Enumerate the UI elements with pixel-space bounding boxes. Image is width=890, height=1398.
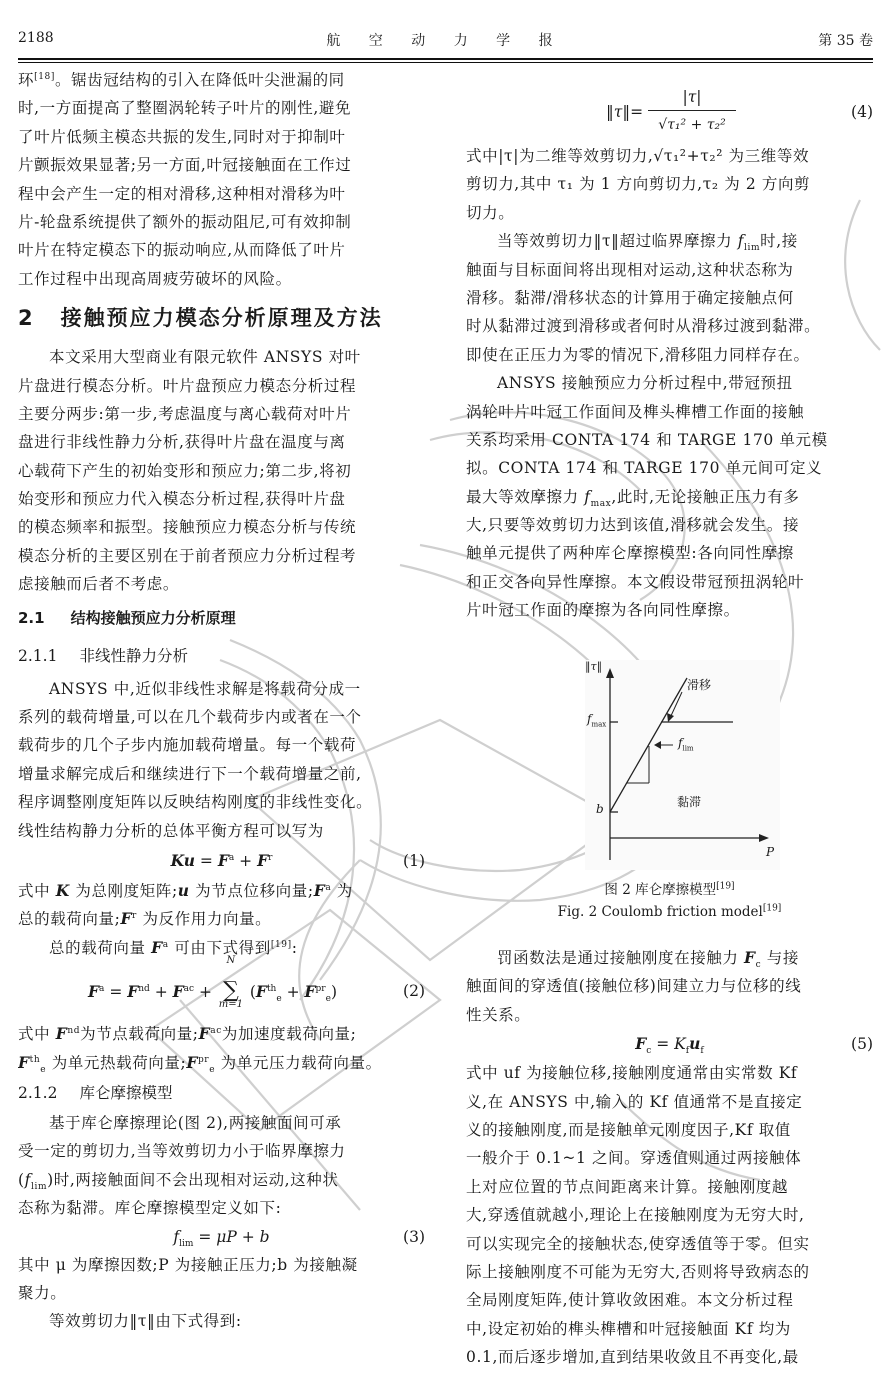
y-axis-label: ‖τ‖ [585,660,603,673]
text-run: 可由下式得到 [168,938,271,957]
eq-term: F [88,982,100,1002]
text-run: 时,接 [760,232,798,251]
text-line: 触面与目标面间将出现相对运动,这种状态称为 [466,260,794,279]
text-line: 增量求解完成后和继续进行下一个载荷增量之前, [18,764,362,783]
symbol: F [18,1052,30,1072]
text-line: 切力。 [466,203,515,222]
eq-operator: + [234,851,258,870]
text-run: 总的载荷向量 [49,938,152,957]
sum-upper-limit: N [226,955,236,967]
text-line: 拟。CONTA 174 和 TARGE 170 单元间可定义 [466,459,823,478]
text-line: 基于库仑摩擦理论(图 2),两接触面间可承 [49,1113,342,1132]
eq-term: Ku [170,850,195,870]
tick-label-b: b [596,802,604,816]
header-rule-thick [18,58,873,60]
eq-operator: + [281,983,305,1002]
symbol-sub: lim [31,1181,48,1192]
text-line: 虑接触而后者不考虑。 [18,575,180,594]
text-line: 式中 uf 为接触位移,接触刚度通常由实常数 Kf [466,1064,798,1083]
eq-operator: = [195,851,218,870]
text-run: 为总刚度矩阵; [69,881,178,900]
text-line: 上对应位置的节点间距离来计算。接触刚度越 [466,1177,789,1196]
text-line: 本文采用大型商业有限元软件 ANSYS 对叶 [49,348,361,367]
text-line [466,227,873,255]
text-line: 0.1,而后逐步增加,直到结果收敛且不再变化,最 [466,1348,799,1367]
equation-number: (5) [851,1035,873,1054]
label-flim: f [678,736,683,750]
text-line [18,877,425,905]
symbol: f [24,1170,31,1189]
text-line: 大,只要等效剪切力达到该值,滑移就会发生。接 [466,516,800,535]
y-axis-arrow-icon [606,668,614,678]
text-run: 式中 [18,1025,56,1044]
eq-paren: ( [249,983,256,1002]
eq-term: F [304,982,316,1002]
figure-caption-en [466,904,873,920]
right-column-lower [466,944,873,1371]
text-line: 义,在 ANSYS 中,输入的 Kf 值通常不是直接定 [466,1092,803,1111]
label-sub: lim [682,744,694,753]
eq-term: F [635,1034,647,1054]
text-line: 态称为黏滞。库仑摩擦模型定义如下: [18,1199,282,1218]
friction-diagram [585,660,780,870]
eq-sub: f [700,1046,704,1057]
text-line: 程中会产生一定的相对滑移,这种相对滑移为叶 [18,184,346,203]
text-line: 全局刚度矩阵,使计算收敛困难。本文分析过程 [466,1291,794,1310]
symbol-sup: th [29,1054,41,1065]
equation-5 [466,1029,873,1059]
text-line: 式中|τ|为二维等效剪切力,√τ₁²+τ₂² 为三维等效 [466,147,810,165]
eq-denominator: √τ₁² + τ₂² [658,117,726,133]
equation-number: (1) [403,851,425,870]
symbol: F [313,880,326,900]
text-run: 。锯齿冠结构的引入在降低叶尖泄漏的同 [54,71,345,89]
text-run: ,此时,无论接触正压力有多 [611,487,800,506]
eq-lhs: ‖τ‖= [606,103,644,121]
citation[interactable]: [18] [34,71,55,82]
symbol: u [177,880,190,900]
sum-lower-limit: m=1 [218,999,244,1011]
symbol-sup: r [132,911,137,922]
section211-paragraph [18,675,425,845]
section212-paragraph [18,1109,425,1223]
text-run: 为反作用力向量。 [136,910,272,929]
text-line: 时,一方面提高了整圈涡轮转子叶片的刚性,避免 [18,99,352,118]
page-number: 2188 [18,30,54,46]
text-line: 片叶冠工作面的摩擦为各向同性摩擦。 [466,601,740,620]
text-run: 为单元压力载荷向量。 [215,1053,382,1072]
text-line: ANSYS 中,近似非线性求解是将载荷分成一 [49,679,361,698]
text-line: 的模态频率和振型。接触预应力模态分析与传统 [18,518,357,537]
subsection-heading [18,599,425,637]
eq-sub: e [325,994,331,1005]
text-line: 片颤振效果显著;另一方面,叶冠接触面在工作过 [18,156,352,175]
text-line [18,905,425,933]
equation-number: (3) [403,1227,425,1246]
running-header [18,30,873,52]
label-slip: 滑移 [687,678,712,692]
symbol: f [584,487,591,506]
text-line: 关系均采用 CONTA 174 和 TARGE 170 单元模 [466,430,828,449]
symbol-sub: lim [744,243,761,254]
paragraph-sliding [466,227,873,369]
tick-label-sub: max [591,720,607,729]
flim-arrow-icon [654,741,661,749]
text-run: 为单元热载荷向量; [46,1053,187,1072]
eq-sup: pr [315,984,326,994]
text-line: 片盘进行模态分析。叶片盘预应力模态分析过程 [18,376,357,395]
text-line: 程序调整刚度矩阵以反映结构刚度的非线性变化。 [18,793,373,812]
text-run: 为 [331,881,353,900]
x-axis-arrow-icon [759,834,769,842]
section-title: 库仑摩擦模型 [79,1083,173,1102]
text-run: 为加速度载荷向量; [221,1025,357,1044]
eq-term: F [255,982,267,1002]
section-title: 结构接触预应力分析原理 [70,608,236,627]
intro-paragraph [18,66,425,293]
symbol: F [151,937,163,957]
eq-paren: ) [330,983,338,1002]
text-line [466,483,873,511]
sum-symbol: ∑ [223,978,239,1004]
subsubsection-heading [18,637,425,675]
symbol-sup: a [325,882,332,893]
text-line: 工作过程中出现高周疲劳破坏的风险。 [18,269,292,288]
symbol: f [737,232,745,251]
text-run: 当等效剪切力‖τ‖超过临界摩擦力 [497,232,738,251]
equation-4 [466,84,873,142]
equation-3 [18,1223,425,1251]
text-line: 涡轮叶片叶冠工作面间及榫头榫槽工作面的接触 [466,402,805,421]
equation-number: (4) [851,103,873,121]
text-line: 叶片在特定模态下的振动响应,从而降低了叶片 [18,241,346,260]
text-run: 与接 [761,949,800,967]
citation[interactable]: [19] [270,939,292,950]
section-number: 2.1.2 [18,1083,58,1102]
eq-sup: nd [138,984,150,994]
text-run: 式中 [18,881,56,900]
volume-label: 第 35 卷 [818,33,873,49]
symbol-sup: pr [197,1054,210,1065]
text-line: 受一定的剪切力,当等效剪切力小于临界摩擦力 [18,1142,346,1161]
citation[interactable]: [19] [716,881,735,892]
x-axis-label: P [766,845,775,859]
eq-sup: r [268,852,273,863]
eq-term: F [217,850,229,870]
section-title: 非线性静力分析 [79,646,188,665]
section2-paragraph [18,343,425,599]
text-line: 义的接触刚度,而是接触单元刚度因子,Kf 取值 [466,1120,791,1139]
eq-operator: + [194,983,217,1002]
text-line: 心载荷下产生的初始变形和预应力;第二步,将初 [18,461,352,480]
text-line: 线性结构静力分析的总体平衡方程可以写为 [18,821,324,840]
eq-sup: a [99,984,105,994]
text-line: 模态分析的主要区别在于前者预应力分析过程考 [18,546,357,565]
section-heading [18,293,425,343]
eq-sup: th [266,984,277,994]
eq-sup: ac [183,984,195,994]
text-line: 即使在正压力为零的情况下,滑移阻力同样存在。 [466,345,810,364]
eq-sub: c [646,1046,652,1057]
paragraph-ansys-contact [466,369,873,625]
text-line: 和正交各向异性摩擦。本文假设带冠预扭涡轮叶 [466,572,805,591]
eq4-description [466,142,873,227]
eq-sup: a [228,852,235,863]
text-line: 滑移。黏滞/滑移状态的计算用于确定接触点何 [466,288,794,307]
text-line: 性关系。 [466,1005,531,1024]
eq1-description [18,877,425,962]
subsubsection-heading [18,1077,425,1109]
text-line: 可以实现完全的接触状态,使穿透值等于零。但实 [466,1234,810,1253]
text-line: 载荷步的几个子步内施加载荷增量。每一个载荷 [18,736,357,755]
slip-arrow-icon [667,713,674,722]
symbol-sub: c [755,960,762,971]
symbol: F [120,909,133,929]
text-run: 为节点位移向量; [189,881,314,900]
text-run: 总的载荷向量; [18,910,121,929]
text-line: 触面间的穿透值(接触位移)间建立力与位移的线 [466,977,802,996]
header-rule-thin [18,62,873,63]
equation-1 [18,845,425,877]
eq-term: f [173,1227,180,1246]
text-line: 等效剪切力‖τ‖由下式得到: [49,1312,242,1331]
text-line: 其中 μ 为摩擦因数;P 为接触正压力;b 为接触凝 [18,1255,358,1274]
section-title: 接触预应力模态分析原理及方法 [60,306,383,331]
eq-numerator: |τ| [648,84,736,111]
equation-2 [18,955,425,1020]
symbol: F [55,1024,68,1044]
symbol-sub: max [590,498,612,509]
text-line [18,1020,425,1048]
left-column [18,66,425,1336]
text-line: 剪切力,其中 τ₁ 为 1 方向剪切力,τ₂ 为 2 方向剪 [466,175,811,194]
text-line: 聚力。 [18,1283,67,1302]
eq-sub: lim [179,1238,194,1249]
eq-operator: = [651,1035,675,1054]
text-run: 环 [18,71,35,89]
text-line: 始变形和预应力代入模态分析过程,获得叶片盘 [18,490,346,509]
eq3-description [18,1251,425,1336]
text-line: 触单元提供了两种库仑摩擦模型:各向同性摩擦 [466,544,794,563]
text-run: : [291,938,298,957]
text-line: 盘进行非线性静力分析,获得叶片盘在温度与离 [18,433,346,452]
figure-coulomb-friction [585,660,780,870]
symbol-sub: e [209,1064,216,1075]
text-line: 一般介于 0.1~1 之间。穿透值则通过两接触体 [466,1149,802,1168]
section-number: 2.1.1 [18,646,58,665]
caption-text: Fig. 2 Coulomb friction model [557,904,763,920]
eq-term: K [674,1035,686,1054]
friction-line [610,678,687,812]
text-line [18,1049,425,1077]
eq-term: F [127,982,139,1002]
text-line: 主要分两步:第一步,考虑温度与离心载荷对叶片 [18,404,352,423]
eq-rhs: = μP + b [193,1227,270,1246]
eq-operator: = [104,983,128,1002]
text-run: 最大等效摩擦力 [466,487,585,506]
text-line [18,66,425,94]
symbol: F [198,1024,211,1044]
caption-text: 图 2 库仑摩擦模型 [604,882,717,898]
symbol-sup: nd [67,1026,81,1036]
symbol-sub: e [40,1064,47,1075]
text-run: 罚函数法是通过接触刚度在接触力 [497,949,745,967]
text-line: 时从黏滞过渡到滑移或者何时从滑移过渡到黏滞。 [466,317,821,336]
paragraph-penalty [466,944,873,1029]
text-line: 大,穿透值就越小,理论上在接触刚度为无穷大时, [466,1206,805,1225]
equation-number: (2) [403,982,425,1001]
eq2-description [18,1020,425,1077]
citation[interactable]: [19] [762,903,782,914]
symbol-sup: ac [210,1026,222,1036]
text-line: 片-轮盘系统提供了额外的振动阻尼,可有效抑制 [18,212,352,231]
section-number: 2.1 [18,608,45,627]
eq-term: F [172,982,184,1002]
section-number: 2 [18,306,35,331]
symbol: F [186,1052,198,1072]
text-line: 中,设定初始的榫头榫槽和叶冠接触面 Kf 均为 [466,1319,791,1338]
text-line: 系列的载荷增量,可以在几个载荷步内或者在一个 [18,708,362,727]
eq-term: F [257,850,269,870]
symbol-sup: a [162,939,169,950]
text-run: 时,两接触面间不会出现相对运动,这种状 [53,1170,339,1189]
text-line: ANSYS 接触预应力分析过程中,带冠预扭 [497,374,793,393]
journal-title: 航 空 动 力 学 报 [326,33,565,49]
text-line: 了叶片低频主模态共振的发生,同时对于抑制叶 [18,127,346,146]
text-line: $(f_{lim})$时,两接触面间不会出现相对运动,这种状 [18,1170,339,1192]
eq-sub: e [276,994,282,1005]
figure-caption-cn [466,878,873,898]
tick-label-fmax: f [587,712,592,726]
symbol: F [744,948,756,967]
eq-operator: + [149,983,173,1002]
symbol: K [55,880,70,900]
label-stick: 黏滞 [677,795,702,809]
eq-sub: f [685,1046,690,1057]
text-line [466,944,873,972]
right-column [466,84,873,625]
text-run: 为节点载荷向量; [80,1025,199,1044]
paragraph-contact-stiffness [466,1059,873,1371]
text-line: 际上接触刚度不可能为无穷大,否则将导致病态的 [466,1262,810,1281]
eq-term: u [689,1034,701,1054]
